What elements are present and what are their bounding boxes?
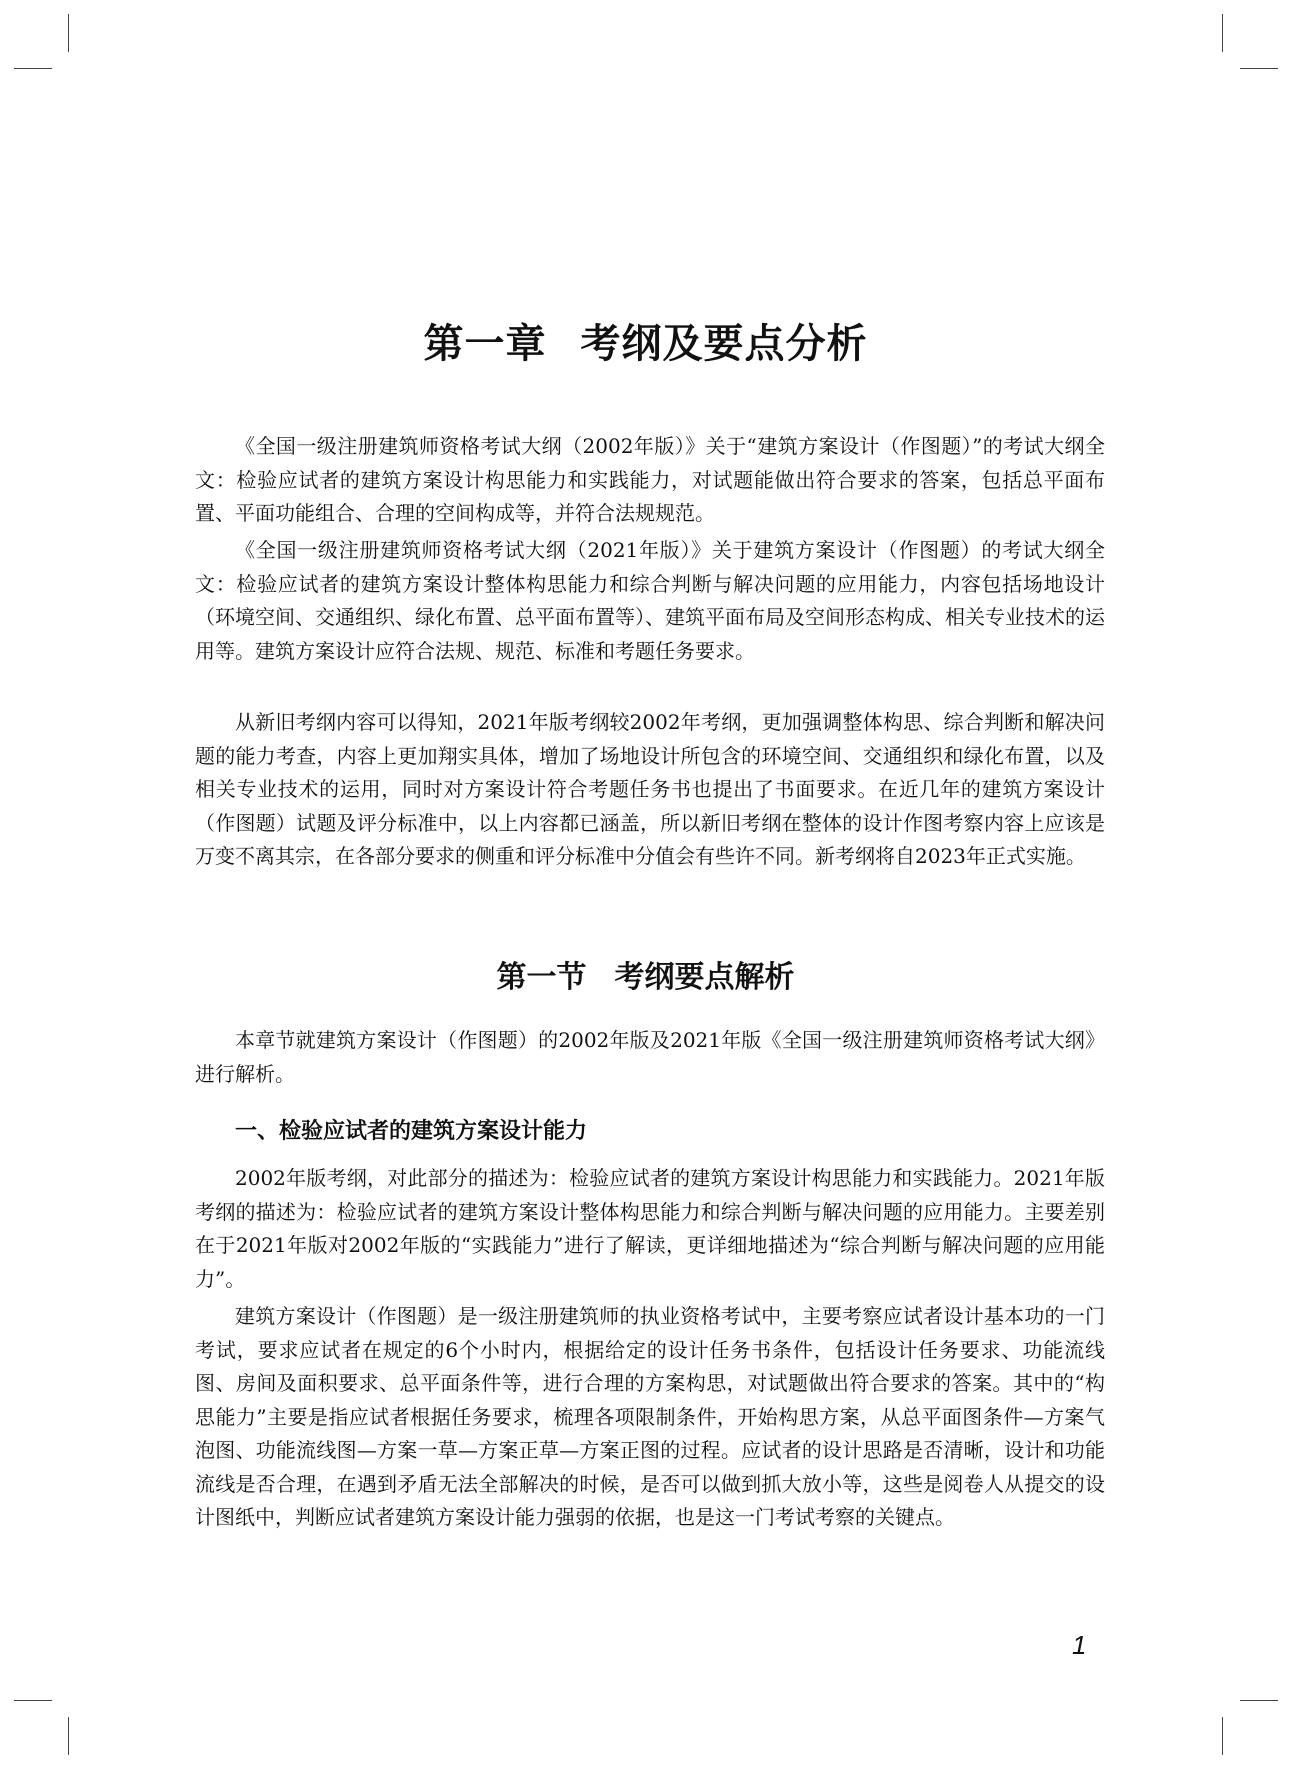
crop-mark-top-right	[1222, 14, 1223, 52]
section-title-text: 考纲要点解析	[614, 960, 795, 995]
chapter-title-text: 考纲及要点分析	[580, 321, 868, 367]
crop-mark-bottom-left-h	[14, 1700, 52, 1701]
subsection-heading: 一、检验应试者的建筑方案设计能力	[235, 1119, 588, 1144]
subsection-paragraph-2: 建筑方案设计（作图题）是一级注册建筑师的执业资格考试中，主要考察应试者设计基本功的一门考试，要求应试者在规定的6个小时内，根据给定的设计任务书条件，包括设计任务要求、功能流线图、房间及面积要求、总平面条件等，进行合理的方案构思，对试题做出符合要求的答案。其中的“构思能力”主要是指应试者根据任务要求，梳理各项限制条件，开始构思方案，从总平面图条件—方案气泡图、功能流线图—方案一草—方案正草—方案正图的过程。应试者的设计思路是否清晰，设计和功能流线是否合理，在遇到矛盾无法全部解决的时候，是否可以做到抓大放小等，这些是阅卷人从提交的设计图纸中，判断应试者建筑方案设计能力强弱的依据，也是这一门考试考察的关键点。	[195, 1304, 1105, 1529]
intro-paragraph-2: 《全国一级注册建筑师资格考试大纲（2021年版）》关于建筑方案设计（作图题）的考试大纲全文：检验应试者的建筑方案设计整体构思能力和综合判断与解决问题的应用能力，内容包括场地设计（环境空间、交通组织、绿化布置、总平面布置等）、建筑平面布局及空间形态构成、相关专业技术的运用等。建筑方案设计应符合法规、规范、标准和考题任务要求。	[195, 538, 1105, 663]
page-number: 1	[1072, 1630, 1087, 1660]
section-number: 第一节	[496, 960, 587, 995]
section-intro-paragraph: 本章节就建筑方案设计（作图题）的2002年版及2021年版《全国一级注册建筑师资格考试大纲》进行解析。	[195, 1028, 1105, 1086]
crop-mark-bottom-right-h	[1240, 1700, 1278, 1701]
crop-mark-bottom-left	[68, 1717, 69, 1755]
intro-paragraph-3: 从新旧考纲内容可以得知，2021年版考纲较2002年考纲，更加强调整体构思、综合判断和解决问题的能力考查，内容上更加翔实具体，增加了场地设计所包含的环境空间、交通组织和绿化布置，以及相关专业技术的运用，同时对方案设计符合考题任务书也提出了书面要求。在近几年的建筑方案设计（作图题）试题及评分标准中，以上内容都已涵盖，所以新旧考纲在整体的设计作图考察内容上应该是万变不离其宗，在各部分要求的侧重和评分标准中分值会有些许不同。新考纲将自2023年正式实施。	[195, 710, 1105, 868]
chapter-number: 第一章	[423, 321, 547, 367]
crop-mark-bottom-right	[1222, 1717, 1223, 1755]
crop-mark-top-left	[68, 14, 69, 52]
crop-mark-top-left-h	[14, 68, 52, 69]
intro-paragraph-1: 《全国一级注册建筑师资格考试大纲（2002年版）》关于“建筑方案设计（作图题）”的考试大纲全文：检验应试者的建筑方案设计构思能力和实践能力，对试题能做出符合要求的答案，包括总平面布置、平面功能组合、合理的空间构成等，并符合法规规范。	[195, 434, 1105, 525]
crop-mark-top-right-h	[1240, 68, 1278, 69]
section-title	[0, 952, 1291, 996]
subsection-paragraph-1: 2002年版考纲，对此部分的描述为：检验应试者的建筑方案设计构思能力和实践能力。2021年版考纲的描述为：检验应试者的建筑方案设计整体构思能力和综合判断与解决问题的应用能力。主要差别在于2021年版对2002年版的“实践能力”进行了解读，更详细地描述为“综合判断与解决问题的应用能力”。	[195, 1166, 1105, 1291]
chapter-title	[0, 312, 1291, 369]
